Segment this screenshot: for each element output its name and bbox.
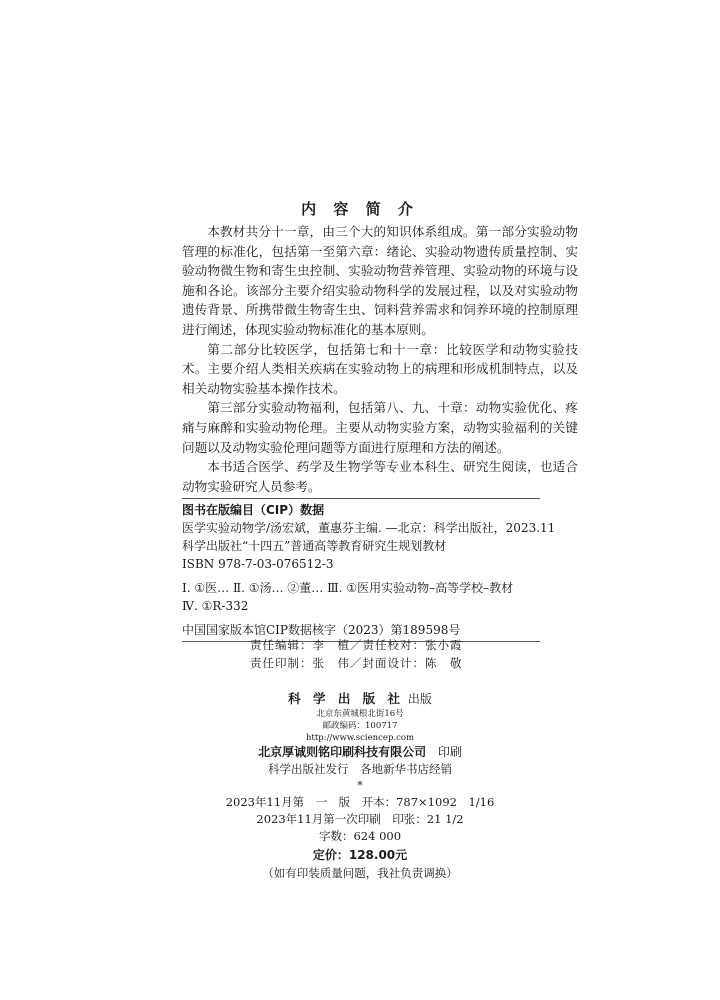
abstract-paragraph: 本书适合医学、药学及生物学等专业本科生、研究生阅读，也适合动物实验研究人员参考。 (182, 459, 578, 494)
quality-notice: （如有印装质量问题，我社负责调换） (262, 866, 458, 880)
staff-credits (250, 636, 463, 672)
price-line: 定价：128.00元 (312, 848, 408, 862)
publisher-url: http://www.sciencep.com (305, 733, 415, 743)
editor-line: 责任编辑：李 植／责任校对：张小霞 (250, 638, 463, 652)
abstract-paragraph: 第三部分实验动物福利，包括第八、九、十章：动物实验优化、疼痛与麻醉和实验动物伦理。主要从动物实验方案，动物实验福利的关键问题以及动物实验伦理问题等方面进行原理和方法的阐述。 (182, 400, 578, 455)
publisher-postcode: 邮政编码：100717 (322, 721, 398, 731)
publisher-address: 北京东黄城根北街16号 (316, 709, 404, 719)
printer-name: 北京厚诚则铭印刷科技有限公司 (258, 745, 427, 759)
printer-suffix: 印刷 (437, 745, 462, 759)
publisher-suffix: 出版 (407, 692, 432, 706)
cip-subjects: Ⅰ. ①医… Ⅱ. ①汤… ②董… Ⅲ. ①医用实验动物–高等学校–教材 (182, 581, 514, 595)
abstract-body (182, 222, 578, 496)
publication-info (0, 690, 720, 882)
wordcount-line: 字数：624 000 (318, 829, 402, 843)
printing-line: 2023年11月第一次印刷 印张：21 1/2 (256, 812, 464, 826)
distributor-line: 科学出版社发行 各地新华书店经销 (268, 762, 452, 776)
top-rule (182, 498, 540, 499)
cip-classification: Ⅳ. ①R-332 (182, 599, 249, 613)
cip-record-number: 中国国家版本馆CIP数据核字（2023）第189598号 (182, 623, 461, 637)
publisher-name: 科 学 出 版 社 (288, 691, 405, 706)
edition-line: 2023年11月第 一 版 开本：787×1092 1/16 (225, 795, 495, 809)
cip-heading: 图书在版编目（CIP）数据 (182, 503, 325, 517)
cip-series-line: 科学出版社“十四五”普通高等教育研究生规划教材 (182, 539, 447, 553)
cip-isbn: ISBN 978-7-03-076512-3 (182, 557, 334, 571)
abstract-paragraph: 本教材共分十一章，由三个大的知识体系组成。第一部分实验动物管理的标准化，包括第一至第六章：绪论、实验动物遗传质量控制、实验动物微生物和寄生虫控制、实验动物营养管理、实验动物的环境与设施和各论。该部分主要介绍实验动物科学的发展过程，以及对实验动物遗传背景、所携带微生物寄生虫、饲料营养需求和饲养环境的控制原理进行阐述，体现实验动物标准化的基本原则。 (182, 224, 578, 337)
production-line: 责任印制：张 伟／封面设计：陈 敬 (250, 656, 463, 670)
separator-star: * (357, 779, 363, 792)
section-title: 内 容 简 介 (301, 200, 419, 218)
abstract-paragraph: 第二部分比较医学，包括第七和十一章：比较医学和动物实验技术。主要介绍人类相关疾病在实验动物上的病理和形成机制特点，以及相关动物实验基本操作技术。 (182, 341, 578, 396)
cip-title-line: 医学实验动物学/汤宏斌，董惠芬主编. —北京：科学出版社，2023.11 (182, 521, 556, 535)
cip-block (182, 498, 556, 642)
